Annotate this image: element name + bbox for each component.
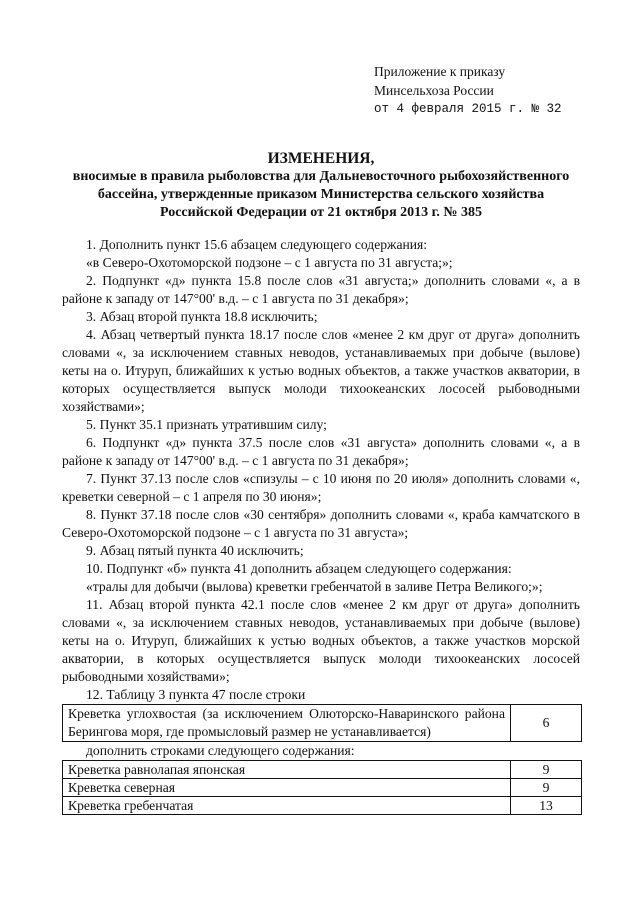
document-title [62,150,580,222]
table-row [63,705,582,742]
table2-name-cell: Креветка равнолапая японская [63,761,511,779]
new-rows-table [62,760,582,815]
item-12: 12. Таблицу 3 пункта 47 после строки [86,687,306,702]
table-row [63,797,582,815]
table2-name-cell: Креветка северная [63,779,511,797]
attachment-line-2: Минсельхоза России [374,83,494,98]
item-1: 1. Дополнить пункт 15.6 абзацем следующего содержания: [86,237,428,252]
existing-row-table [62,704,582,742]
item-9: 9. Абзац пятый пункта 40 исключить; [86,543,304,558]
item-11: 11. Абзац второй пункта 42.1 после слов «менее 2 км друг от друга» дополнить словами «, за исключением ставных неводов, устанавливаемых при добыче (вылове) кеты на о. Итуруп, ближайших к устью водных объектов, а также участков морской акватории, в которых осуществляется выпуск молоди тихоокеанских лососей рыбоводными хозяйствами»; [62,597,580,684]
item-3: 3. Абзац второй пункта 18.8 исключить; [86,309,318,324]
attachment-header [374,62,562,119]
table1-value-cell: 6 [511,705,582,742]
table2-value-cell: 13 [511,797,582,815]
title-heading: ИЗМЕНЕНИЯ, [267,150,375,167]
item-4: 4. Абзац четвертый пункта 18.17 после слов «менее 2 км друг от друга» дополнить словами «, за исключением ставных неводов, устанавливаемых при добыче (вылове) кеты на о. Итуруп, ближайших к устью водных объектов, а также участков акватории, в которых осуществляется выпуск молоди тихоокеанских лососей рыбоводными хозяйствами»; [62,327,580,414]
item-1-text: «в Северо-Охотоморской подзоне – с 1 августа по 31 августа;»; [86,255,453,270]
attachment-line-1: Приложение к приказу [374,64,506,79]
document-body [62,236,580,815]
supplement-text: дополнить строками следующего содержания: [86,743,355,758]
item-8: 8. Пункт 37.18 после слов «30 сентября» дополнить словами «, краба камчатского в Северо-Охотоморской подзоне – с 1 августа по 31 августа»; [62,507,580,540]
table2-value-cell: 9 [511,761,582,779]
item-7: 7. Пункт 37.13 после слов «спизулы – с 10 июня по 20 июля» дополнить словами «, креветки северной – с 1 апреля по 30 июня»; [62,471,580,504]
table2-name-cell: Креветка гребенчатая [63,797,511,815]
table1-name-cell: Креветка углохвостая (за исключением Олюторско-Наваринского района Берингова моря, где промысловый размер не устанавливается) [63,705,511,742]
item-2: 2. Подпункт «д» пункта 15.8 после слов «31 августа;» дополнить словами «, а в районе к западу от 147°00' в.д. – с 1 августа по 31 декабря»; [62,273,580,306]
table2-value-cell: 9 [511,779,582,797]
table-row [63,761,582,779]
title-subtitle: вносимые в правила рыболовства для Дальневосточного рыбохозяйственного бассейна, утвержденные приказом Министерства сельского хозяйства Российской Федерации от 21 октября 2013 г. № 385 [72,169,570,220]
table-row [63,779,582,797]
item-10: 10. Подпункт «б» пункта 41 дополнить абзацем следующего содержания: [86,561,512,576]
attachment-line-3: от 4 февраля 2015 г. № 32 [374,102,562,116]
item-6: 6. Подпункт «д» пункта 37.5 после слов «31 августа» дополнить словами «, а в районе к западу от 147°00' в.д. – с 1 августа по 31 декабря»; [62,435,580,468]
item-5: 5. Пункт 35.1 признать утратившим силу; [86,417,327,432]
item-10-text: «тралы для добычи (вылова) креветки гребенчатой в заливе Петра Великого;»; [86,579,543,594]
